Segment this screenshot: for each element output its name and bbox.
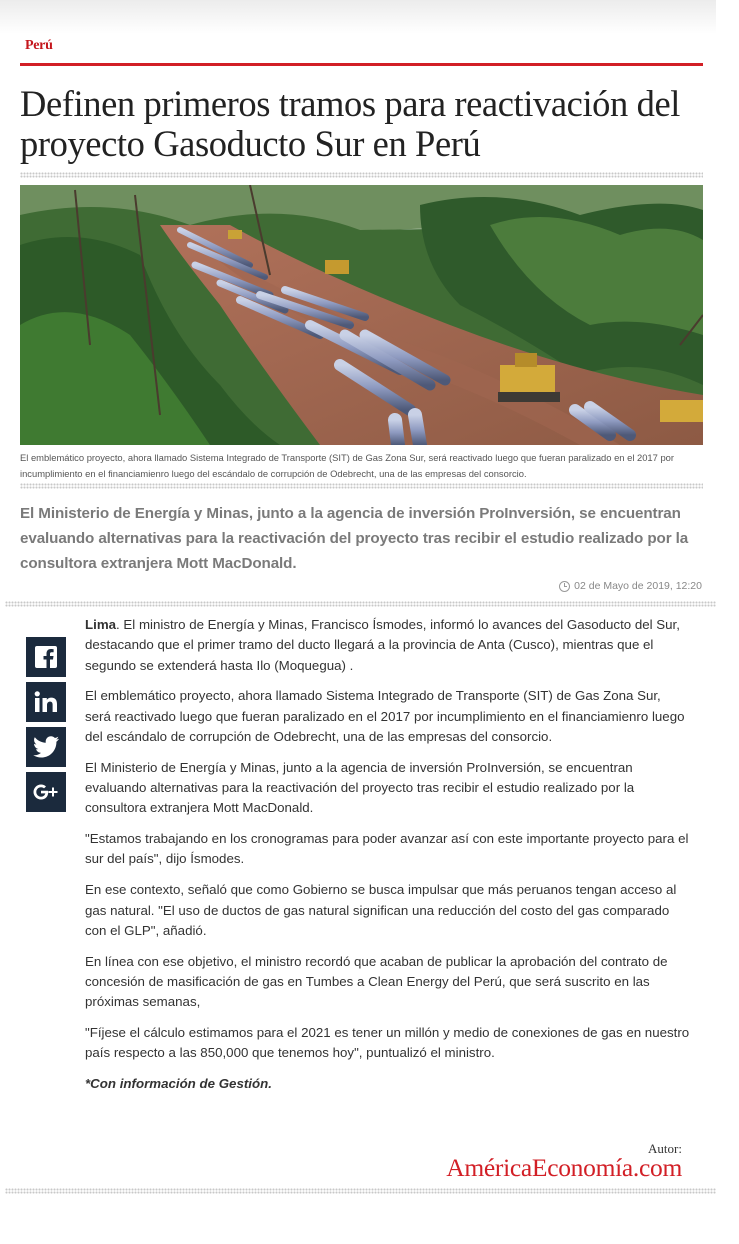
paragraph: El Ministerio de Energía y Minas, junto a la agencia de inversión ProInversión, se encuentran evaluando alternativas para la reactivación del proyecto tras recibir el estudio realizado por la consultora extranjera Mott MacDonald. [85,759,635,816]
top-bar [0,0,716,34]
paragraph [85,615,690,676]
article-lead: El Ministerio de Energía y Minas, junto a la agencia de inversión ProInversión, se encuentran evaluando alternativas para la reactivación del proyecto tras recibir el estudio realizado por la consultora extranjera Mott MacDonald. [20,505,689,572]
image-caption: El emblemático proyecto, ahora llamado Sistema Integrado de Transporte (SIT) de Gas Zona Sur, será reactivado luego que fueran paralizado en el 2017 por incumplimiento en el financiamienro luego del escándalo de corrupción de Odebrecht, una de las empresas del consorcio. [20,452,675,479]
paragraph: En línea con ese objetivo, el ministro recordó que acaban de publicar la aprobación del contrato de concesión de masificación de gas en Tumbes a Clean Energy del Perú, que será suscrito en las próximas semanas, [85,953,668,1010]
dateline-place: Lima [85,617,117,632]
dotted-divider [20,172,703,178]
paragraph: "Fíjese el cálculo estimamos para el 2021 es tener un millón y medio de conexiones de gas en nuestro país respecto a las 850,000 que tenemos hoy", puntualizó el ministro. [85,1025,690,1061]
paragraph: En ese contexto, señaló que como Gobierno se busca impulsar que más peruanos tengan acceso al gas natural. "El uso de ductos de gas natural significan una reducción del costo del gas comparado con el GLP", añadió. [85,882,677,938]
section-rule [20,63,703,66]
publish-date-text: 02 de Mayo de 2019, 12:20 [574,580,702,592]
publish-date [559,580,702,592]
author-link[interactable]: AméricaEconomía.com [446,1153,682,1182]
facebook-icon [35,646,57,668]
paragraph: El emblemático proyecto, ahora llamado Sistema Integrado de Transporte (SIT) de Gas Zona Sur, será reactivado luego que fueran paralizado en el 2017 por incumplimiento en el financiamienro luego del escándalo de corrupción de Odebrecht, una de las empresas del consorcio. [85,688,685,744]
article-title: Definen primeros tramos para reactivación del proyecto Gasoducto Sur en Perú [20,83,680,164]
share-twitter-button[interactable] [26,727,66,767]
paragraph: "Estamos trabajando en los cronogramas para poder avanzar así con este importante proyecto para el sur del país", dijo Ísmodes. [85,831,689,867]
article-photo [20,185,703,445]
google-plus-icon [33,784,59,800]
article-body [85,615,690,1105]
clock-icon [559,581,570,592]
share-facebook-button[interactable] [26,637,66,677]
share-linkedin-button[interactable] [26,682,66,722]
dotted-divider [5,1188,716,1194]
author-label: Autor: [648,1141,682,1156]
share-google-plus-button[interactable] [26,772,66,812]
dotted-divider [5,601,716,607]
source-note: *Con información de Gestión. [85,1076,272,1092]
share-bar [26,637,66,817]
section-link[interactable]: Perú [25,38,53,53]
twitter-icon [33,736,59,758]
linkedin-icon [34,691,58,713]
paragraph-text: . El ministro de Energía y Minas, Francisco Ísmodes, informó lo avances del Gasoducto del Sur, destacando que el primer tramo del ducto llegará a la provincia de Anta (Cusco), mientras que el segundo se extenderá hasta Ilo (Moquegua) . [85,617,680,673]
dotted-divider [20,483,703,489]
